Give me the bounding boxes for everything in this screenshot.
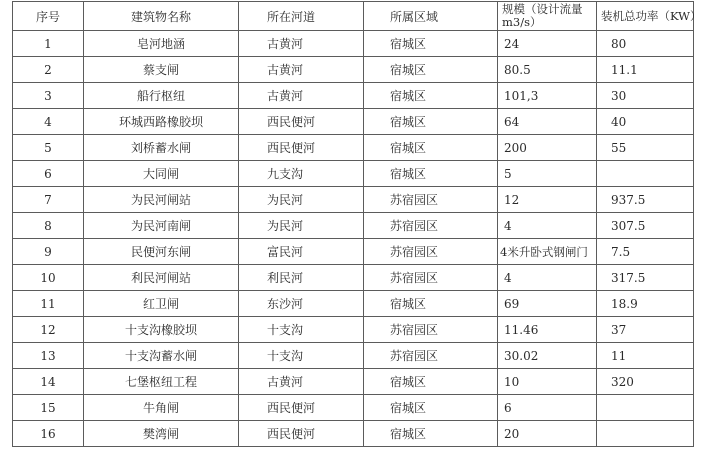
cell-building-name: 大同闸 bbox=[84, 161, 239, 187]
header-building-name: 建筑物名称 bbox=[84, 2, 239, 31]
cell-power: 55 bbox=[597, 135, 694, 161]
table-row bbox=[13, 135, 694, 161]
cell-scale: 4 bbox=[498, 213, 597, 239]
header-index: 序号 bbox=[13, 2, 84, 31]
cell-building-name: 民便河东闸 bbox=[84, 239, 239, 265]
cell-scale: 4米升卧式钢闸门 bbox=[498, 239, 597, 265]
cell-river: 九支沟 bbox=[239, 161, 364, 187]
cell-power: 317.5 bbox=[597, 265, 694, 291]
cell-index: 1 bbox=[13, 31, 84, 57]
cell-index: 12 bbox=[13, 317, 84, 343]
cell-power: 30 bbox=[597, 83, 694, 109]
cell-index: 8 bbox=[13, 213, 84, 239]
cell-building-name: 为民河南闸 bbox=[84, 213, 239, 239]
cell-index: 11 bbox=[13, 291, 84, 317]
cell-district: 宿城区 bbox=[364, 31, 498, 57]
facility-table-container bbox=[12, 1, 702, 447]
cell-scale: 6 bbox=[498, 395, 597, 421]
cell-river: 为民河 bbox=[239, 187, 364, 213]
cell-building-name: 七堡枢纽工程 bbox=[84, 369, 239, 395]
cell-index: 13 bbox=[13, 343, 84, 369]
cell-index: 16 bbox=[13, 421, 84, 447]
cell-index: 14 bbox=[13, 369, 84, 395]
cell-building-name: 蔡支闸 bbox=[84, 57, 239, 83]
cell-district: 宿城区 bbox=[364, 291, 498, 317]
cell-index: 3 bbox=[13, 83, 84, 109]
table-row bbox=[13, 57, 694, 83]
cell-index: 7 bbox=[13, 187, 84, 213]
cell-building-name: 为民河闸站 bbox=[84, 187, 239, 213]
cell-river: 西民便河 bbox=[239, 135, 364, 161]
cell-power bbox=[597, 395, 694, 421]
cell-river: 古黄河 bbox=[239, 31, 364, 57]
cell-district: 宿城区 bbox=[364, 421, 498, 447]
table-row bbox=[13, 109, 694, 135]
table-row bbox=[13, 395, 694, 421]
cell-index: 10 bbox=[13, 265, 84, 291]
cell-scale: 5 bbox=[498, 161, 597, 187]
cell-district: 苏宿园区 bbox=[364, 343, 498, 369]
cell-index: 9 bbox=[13, 239, 84, 265]
cell-building-name: 牛角闸 bbox=[84, 395, 239, 421]
cell-building-name: 环城西路橡胶坝 bbox=[84, 109, 239, 135]
cell-power: 11 bbox=[597, 343, 694, 369]
cell-district: 宿城区 bbox=[364, 83, 498, 109]
cell-river: 古黄河 bbox=[239, 369, 364, 395]
cell-building-name: 十支沟蓄水闸 bbox=[84, 343, 239, 369]
cell-scale: 64 bbox=[498, 109, 597, 135]
cell-index: 2 bbox=[13, 57, 84, 83]
table-header-row bbox=[13, 2, 694, 31]
header-district: 所属区域 bbox=[364, 2, 498, 31]
cell-district: 宿城区 bbox=[364, 395, 498, 421]
table-row bbox=[13, 239, 694, 265]
cell-river: 利民河 bbox=[239, 265, 364, 291]
cell-scale: 12 bbox=[498, 187, 597, 213]
cell-district: 苏宿园区 bbox=[364, 213, 498, 239]
cell-district: 宿城区 bbox=[364, 369, 498, 395]
cell-building-name: 红卫闸 bbox=[84, 291, 239, 317]
header-scale: 规模（设计流量m3/s） bbox=[498, 2, 597, 31]
cell-scale: 30.02 bbox=[498, 343, 597, 369]
cell-river: 西民便河 bbox=[239, 109, 364, 135]
cell-river: 十支沟 bbox=[239, 343, 364, 369]
cell-index: 4 bbox=[13, 109, 84, 135]
cell-building-name: 利民河闸站 bbox=[84, 265, 239, 291]
table-row bbox=[13, 161, 694, 187]
cell-power: 11.1 bbox=[597, 57, 694, 83]
table-row bbox=[13, 187, 694, 213]
cell-power: 80 bbox=[597, 31, 694, 57]
cell-building-name: 刘桥蓄水闸 bbox=[84, 135, 239, 161]
cell-scale: 200 bbox=[498, 135, 597, 161]
cell-river: 西民便河 bbox=[239, 421, 364, 447]
cell-power: 307.5 bbox=[597, 213, 694, 239]
cell-power bbox=[597, 161, 694, 187]
header-river: 所在河道 bbox=[239, 2, 364, 31]
cell-building-name: 樊湾闸 bbox=[84, 421, 239, 447]
facility-table bbox=[12, 1, 702, 447]
table-row bbox=[13, 31, 694, 57]
cell-power: 40 bbox=[597, 109, 694, 135]
cell-building-name: 皂河地涵 bbox=[84, 31, 239, 57]
header-power: 装机总功率（KW） bbox=[597, 2, 694, 31]
cell-scale: 80.5 bbox=[498, 57, 597, 83]
cell-scale: 69 bbox=[498, 291, 597, 317]
cell-river: 西民便河 bbox=[239, 395, 364, 421]
cell-district: 苏宿园区 bbox=[364, 317, 498, 343]
cell-building-name: 十支沟橡胶坝 bbox=[84, 317, 239, 343]
table-row bbox=[13, 265, 694, 291]
table-row bbox=[13, 83, 694, 109]
cell-power: 18.9 bbox=[597, 291, 694, 317]
cell-district: 宿城区 bbox=[364, 161, 498, 187]
cell-river: 十支沟 bbox=[239, 317, 364, 343]
cell-scale: 101,3 bbox=[498, 83, 597, 109]
cell-river: 东沙河 bbox=[239, 291, 364, 317]
cell-scale: 20 bbox=[498, 421, 597, 447]
table-body bbox=[13, 31, 694, 447]
cell-power: 937.5 bbox=[597, 187, 694, 213]
cell-scale: 10 bbox=[498, 369, 597, 395]
table-row bbox=[13, 421, 694, 447]
cell-power bbox=[597, 421, 694, 447]
cell-district: 苏宿园区 bbox=[364, 187, 498, 213]
cell-district: 苏宿园区 bbox=[364, 265, 498, 291]
table-row bbox=[13, 369, 694, 395]
cell-scale: 24 bbox=[498, 31, 597, 57]
cell-river: 古黄河 bbox=[239, 57, 364, 83]
cell-river: 古黄河 bbox=[239, 83, 364, 109]
cell-index: 15 bbox=[13, 395, 84, 421]
table-row bbox=[13, 213, 694, 239]
cell-district: 宿城区 bbox=[364, 109, 498, 135]
cell-building-name: 船行枢纽 bbox=[84, 83, 239, 109]
cell-district: 宿城区 bbox=[364, 135, 498, 161]
cell-power: 37 bbox=[597, 317, 694, 343]
cell-district: 宿城区 bbox=[364, 57, 498, 83]
cell-scale: 11.46 bbox=[498, 317, 597, 343]
cell-index: 6 bbox=[13, 161, 84, 187]
cell-power: 7.5 bbox=[597, 239, 694, 265]
cell-river: 富民河 bbox=[239, 239, 364, 265]
table-row bbox=[13, 291, 694, 317]
cell-river: 为民河 bbox=[239, 213, 364, 239]
cell-district: 苏宿园区 bbox=[364, 239, 498, 265]
cell-power: 320 bbox=[597, 369, 694, 395]
table-row bbox=[13, 343, 694, 369]
cell-index: 5 bbox=[13, 135, 84, 161]
table-row bbox=[13, 317, 694, 343]
cell-scale: 4 bbox=[498, 265, 597, 291]
